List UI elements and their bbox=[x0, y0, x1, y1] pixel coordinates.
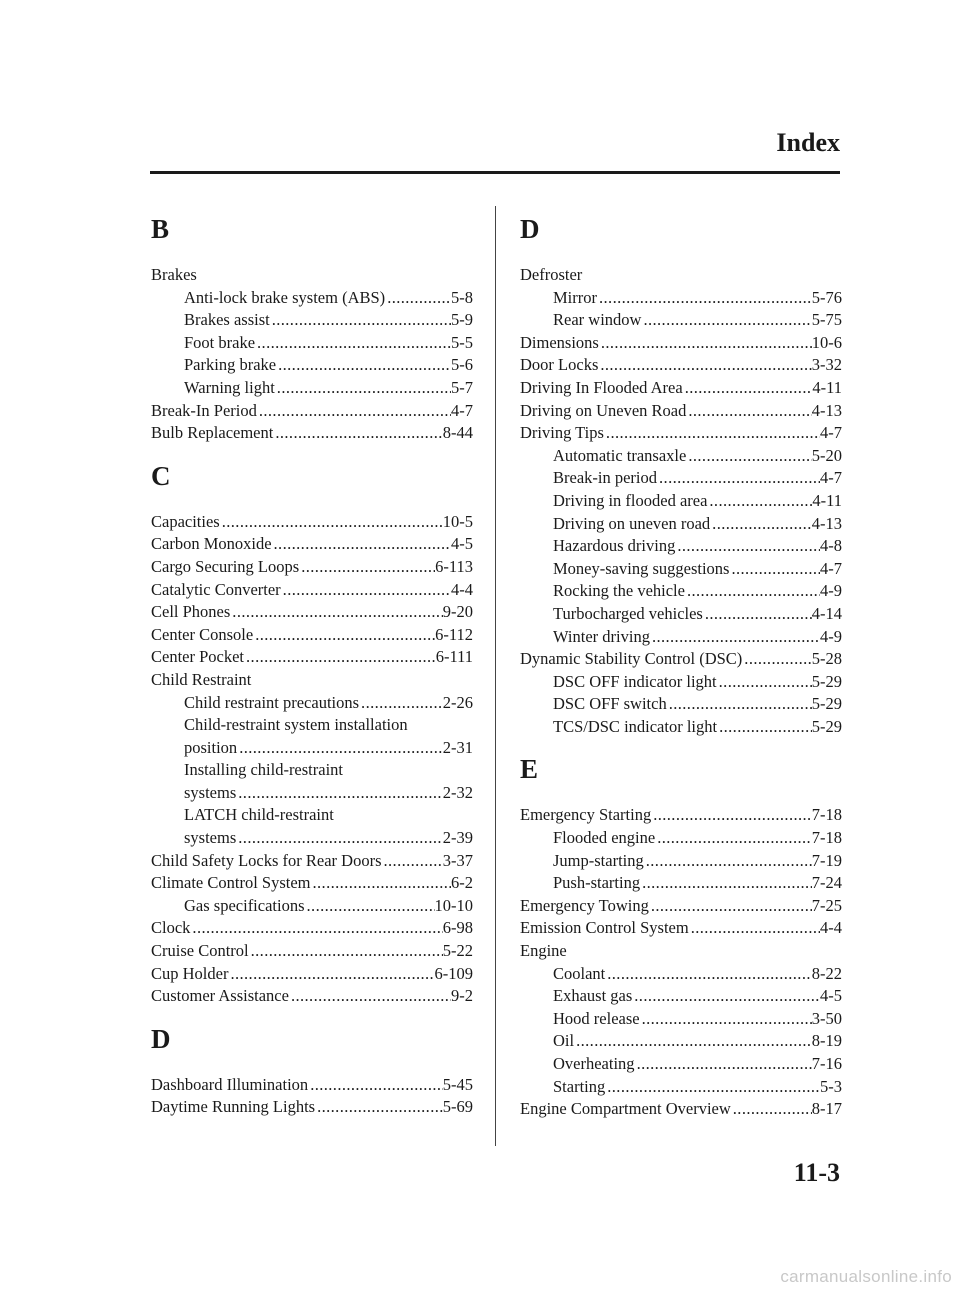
entry-page: 10-6 bbox=[811, 332, 842, 352]
entry-page: 4-5 bbox=[451, 534, 473, 554]
entry-label: Cruise Control bbox=[151, 941, 249, 961]
entry-page: 5-29 bbox=[811, 671, 842, 691]
index-entry[interactable] bbox=[520, 400, 842, 423]
leader-dots bbox=[359, 692, 443, 715]
index-entry[interactable] bbox=[151, 963, 473, 986]
index-entry[interactable] bbox=[151, 287, 473, 310]
entry-label: Cargo Securing Loops bbox=[151, 556, 300, 576]
leader-dots bbox=[272, 533, 451, 556]
index-entry[interactable] bbox=[151, 782, 473, 805]
entry-label: Push-starting bbox=[553, 873, 641, 893]
entry-label: Cell Phones bbox=[151, 602, 231, 622]
entry-page: 2-26 bbox=[442, 692, 473, 712]
index-entry[interactable] bbox=[520, 671, 842, 694]
index-column-right bbox=[520, 212, 842, 1121]
index-heading-brakes: Brakes bbox=[151, 265, 197, 284]
index-heading-engine: Engine bbox=[520, 941, 567, 961]
entry-label: systems bbox=[184, 782, 237, 802]
entry-label: Engine Compartment Overview bbox=[520, 1099, 731, 1119]
leader-dots bbox=[308, 1074, 443, 1097]
leader-dots bbox=[190, 917, 442, 940]
section-letter-d: D bbox=[520, 214, 540, 244]
leader-dots bbox=[276, 354, 451, 377]
entry-label: Dimensions bbox=[520, 332, 599, 352]
entry-label-line: Installing child-restraint bbox=[184, 760, 343, 780]
index-entry[interactable] bbox=[520, 827, 842, 850]
leader-dots bbox=[655, 827, 812, 850]
entry-label: Rear window bbox=[553, 310, 642, 330]
section-letter-b: B bbox=[151, 214, 170, 244]
leader-dots bbox=[230, 601, 442, 624]
index-entry[interactable] bbox=[520, 558, 842, 581]
entry-label: Break-In Period bbox=[151, 400, 257, 420]
entry-page: 7-19 bbox=[811, 850, 842, 870]
entry-page: 9-2 bbox=[451, 986, 473, 1006]
entry-label-line: LATCH child-restraint bbox=[184, 805, 334, 825]
entry-page: 8-44 bbox=[442, 423, 473, 443]
entry-label: Starting bbox=[553, 1076, 606, 1096]
leader-dots bbox=[686, 445, 811, 468]
index-entry[interactable] bbox=[151, 737, 473, 760]
index-entry[interactable] bbox=[151, 985, 473, 1008]
index-entry[interactable] bbox=[520, 445, 842, 468]
index-entry[interactable] bbox=[520, 804, 842, 827]
index-entry[interactable] bbox=[520, 850, 842, 873]
entry-label: Overheating bbox=[553, 1054, 635, 1073]
leader-dots bbox=[228, 963, 434, 986]
index-entry[interactable] bbox=[151, 601, 473, 624]
entry-page: 6-98 bbox=[442, 918, 473, 938]
leader-dots bbox=[255, 332, 451, 355]
entry-label: Driving In Flooded Area bbox=[520, 377, 683, 397]
entry-label: Driving on uneven road bbox=[553, 513, 711, 533]
index-entry[interactable] bbox=[151, 309, 473, 332]
leader-dots bbox=[675, 535, 820, 558]
index-entry[interactable] bbox=[151, 895, 473, 918]
leader-dots bbox=[686, 400, 811, 423]
index-entry[interactable] bbox=[151, 422, 473, 445]
entry-page: 4-11 bbox=[812, 490, 842, 510]
entry-label: Foot brake bbox=[184, 332, 256, 352]
index-entry[interactable] bbox=[151, 692, 473, 715]
entry-label: Daytime Running Lights bbox=[151, 1097, 316, 1117]
section-letter-d: D bbox=[151, 1023, 171, 1054]
leader-dots bbox=[605, 963, 812, 986]
entry-label: Emission Control System bbox=[520, 918, 689, 938]
entry-label: Money-saving suggestions bbox=[553, 558, 730, 578]
entry-label: Gas specifications bbox=[184, 895, 305, 915]
entry-label: Carbon Monoxide bbox=[151, 534, 272, 554]
index-entry[interactable] bbox=[151, 332, 473, 355]
index-entry[interactable] bbox=[151, 850, 473, 873]
index-column-left bbox=[151, 212, 473, 1119]
entry-label: Customer Assistance bbox=[151, 986, 289, 1006]
leader-dots bbox=[657, 467, 820, 490]
entry-page: 6-113 bbox=[435, 556, 473, 576]
entry-label: Bulb Replacement bbox=[151, 423, 274, 443]
entry-label: Emergency Starting bbox=[520, 805, 652, 825]
entry-label: Hazardous driving bbox=[553, 536, 676, 556]
entry-label: Exhaust gas bbox=[553, 986, 633, 1006]
index-entry[interactable] bbox=[151, 400, 473, 423]
entry-page: 6-111 bbox=[435, 647, 473, 667]
leader-dots bbox=[382, 850, 443, 873]
entry-page: 10-5 bbox=[442, 511, 473, 531]
entry-page: 5-69 bbox=[442, 1097, 473, 1117]
leader-dots bbox=[651, 804, 812, 827]
leader-dots bbox=[649, 895, 812, 918]
leader-dots bbox=[742, 648, 811, 671]
index-entry[interactable] bbox=[520, 895, 842, 918]
entry-page: 4-13 bbox=[811, 513, 842, 533]
leader-dots bbox=[710, 513, 812, 536]
leader-dots bbox=[683, 377, 813, 400]
entry-label: Center Pocket bbox=[151, 647, 245, 667]
index-entry[interactable] bbox=[520, 693, 842, 716]
entry-page: 4-7 bbox=[820, 423, 842, 443]
entry-page: 8-19 bbox=[811, 1031, 842, 1051]
index-entry[interactable] bbox=[151, 511, 473, 534]
entry-label: Child Safety Locks for Rear Doors bbox=[151, 850, 382, 870]
leader-dots bbox=[685, 580, 820, 603]
leader-dots bbox=[644, 850, 812, 873]
leader-dots bbox=[650, 626, 820, 649]
entry-page: 5-28 bbox=[811, 649, 842, 669]
leader-dots bbox=[703, 603, 812, 626]
entry-page: 3-32 bbox=[811, 355, 842, 375]
index-entry[interactable] bbox=[151, 827, 473, 850]
index-entry[interactable] bbox=[520, 354, 842, 377]
page-number: 11-3 bbox=[793, 1158, 840, 1187]
leader-dots bbox=[220, 511, 443, 534]
index-entry[interactable] bbox=[520, 513, 842, 536]
entry-label: Emergency Towing bbox=[520, 895, 649, 915]
leader-dots bbox=[717, 716, 812, 739]
entry-label-line: Child-restraint system installation bbox=[184, 715, 408, 735]
leader-dots bbox=[244, 646, 436, 669]
entry-page: 4-9 bbox=[820, 626, 842, 646]
leader-dots bbox=[275, 377, 451, 400]
index-entry[interactable] bbox=[151, 377, 473, 400]
entry-label: Center Console bbox=[151, 624, 254, 644]
index-entry[interactable] bbox=[520, 1030, 842, 1053]
entry-label: Climate Control System bbox=[151, 873, 311, 893]
leader-dots bbox=[385, 287, 451, 310]
index-entry[interactable] bbox=[520, 1076, 842, 1099]
index-entry[interactable] bbox=[520, 1008, 842, 1031]
leader-dots bbox=[604, 422, 820, 445]
index-entry[interactable] bbox=[151, 1074, 473, 1097]
leader-dots bbox=[237, 737, 443, 760]
index-entry[interactable] bbox=[520, 1098, 842, 1121]
index-entry[interactable] bbox=[520, 872, 842, 895]
entry-label: Parking brake bbox=[184, 355, 277, 375]
leader-dots bbox=[236, 827, 442, 850]
index-entry[interactable] bbox=[151, 872, 473, 895]
section-letter-e: E bbox=[520, 754, 539, 785]
entry-label: Brakes assist bbox=[184, 310, 270, 330]
entry-label: Flooded engine bbox=[553, 828, 656, 848]
entry-page: 4-8 bbox=[820, 536, 842, 556]
entry-label: Door Locks bbox=[520, 355, 599, 375]
entry-page: 3-37 bbox=[442, 850, 473, 870]
entry-page: 5-7 bbox=[451, 377, 473, 397]
entry-page: 4-7 bbox=[820, 558, 842, 578]
entry-page: 4-11 bbox=[812, 377, 842, 397]
leader-dots bbox=[689, 917, 820, 940]
entry-label: Turbocharged vehicles bbox=[553, 603, 703, 623]
index-entry[interactable] bbox=[520, 490, 842, 513]
entry-page: 5-9 bbox=[451, 310, 473, 330]
entry-label: Dashboard Illumination bbox=[151, 1074, 309, 1094]
leader-dots bbox=[641, 309, 811, 332]
leader-dots bbox=[667, 693, 812, 716]
entry-label: Oil bbox=[553, 1031, 575, 1051]
entry-page: 8-22 bbox=[811, 963, 842, 983]
entry-label: Break-in period bbox=[553, 468, 658, 488]
entry-page: 4-7 bbox=[451, 400, 473, 420]
index-entry[interactable] bbox=[151, 354, 473, 377]
entry-page: 7-18 bbox=[811, 805, 842, 825]
entry-page: 5-29 bbox=[811, 716, 842, 736]
entry-label: Driving Tips bbox=[520, 423, 604, 443]
index-entry[interactable] bbox=[520, 917, 842, 940]
entry-label: Cup Holder bbox=[151, 963, 229, 983]
entry-page: 5-5 bbox=[451, 332, 473, 352]
entry-page: 6-112 bbox=[435, 624, 473, 644]
entry-page: 6-109 bbox=[434, 963, 473, 983]
entry-label: Driving in flooded area bbox=[553, 490, 708, 510]
leader-dots bbox=[311, 872, 452, 895]
leader-dots bbox=[299, 556, 435, 579]
leader-dots bbox=[249, 940, 443, 963]
entry-page: 7-16 bbox=[811, 1054, 842, 1073]
entry-label: Capacities bbox=[151, 511, 220, 531]
entry-page: 2-39 bbox=[442, 828, 473, 848]
index-entry[interactable] bbox=[151, 917, 473, 940]
entry-page: 4-14 bbox=[811, 603, 842, 623]
index-heading-defroster: Defroster bbox=[520, 265, 583, 284]
entry-label: Child restraint precautions bbox=[184, 692, 360, 712]
index-entry[interactable] bbox=[151, 556, 473, 579]
leader-dots bbox=[289, 985, 451, 1008]
entry-page: 7-18 bbox=[811, 828, 842, 848]
entry-label: Catalytic Converter bbox=[151, 579, 281, 599]
entry-page: 5-6 bbox=[451, 355, 473, 375]
entry-label: DSC OFF indicator light bbox=[553, 671, 717, 691]
entry-label: systems bbox=[184, 828, 237, 848]
leader-dots bbox=[635, 1053, 812, 1076]
entry-page: 8-17 bbox=[811, 1099, 842, 1119]
entry-label: Dynamic Stability Control (DSC) bbox=[520, 649, 743, 669]
entry-page: 5-29 bbox=[811, 694, 842, 714]
leader-dots bbox=[315, 1096, 443, 1119]
index-entry[interactable] bbox=[520, 332, 842, 355]
index-entry[interactable] bbox=[520, 422, 842, 445]
entry-label: Coolant bbox=[553, 963, 606, 983]
leader-dots bbox=[281, 579, 451, 602]
entry-page: 10-10 bbox=[434, 895, 473, 915]
leader-dots bbox=[598, 354, 811, 377]
entry-label: Warning light bbox=[184, 377, 275, 397]
index-entry[interactable] bbox=[520, 963, 842, 986]
index-entry[interactable] bbox=[520, 309, 842, 332]
entry-label: Jump-starting bbox=[553, 850, 644, 870]
entry-label: TCS/DSC indicator light bbox=[553, 716, 718, 736]
index-entry[interactable] bbox=[520, 287, 842, 310]
leader-dots bbox=[717, 671, 812, 694]
leader-dots bbox=[640, 872, 812, 895]
entry-page: 2-32 bbox=[442, 782, 473, 802]
entry-label: Automatic transaxle bbox=[553, 445, 687, 465]
leader-dots bbox=[640, 1008, 812, 1031]
entry-page: 5-8 bbox=[451, 287, 473, 307]
leader-dots bbox=[574, 1030, 812, 1053]
leader-dots bbox=[632, 985, 820, 1008]
leader-dots bbox=[305, 895, 435, 918]
leader-dots bbox=[253, 624, 435, 647]
leader-dots bbox=[605, 1076, 820, 1099]
entry-page: 6-2 bbox=[451, 873, 473, 893]
entry-page: 4-4 bbox=[451, 579, 473, 599]
entry-page: 5-75 bbox=[811, 310, 842, 330]
index-entry[interactable] bbox=[520, 1053, 842, 1076]
index-entry[interactable] bbox=[520, 377, 842, 400]
entry-label: Rocking the vehicle bbox=[553, 581, 685, 601]
index-entry[interactable] bbox=[151, 940, 473, 963]
entry-page: 7-24 bbox=[811, 873, 842, 893]
watermark: carmanualsonline.info bbox=[780, 1267, 952, 1286]
leader-dots bbox=[729, 558, 820, 581]
leader-dots bbox=[257, 400, 451, 423]
index-entry[interactable] bbox=[151, 646, 473, 669]
leader-dots bbox=[236, 782, 442, 805]
entry-page: 2-31 bbox=[442, 737, 473, 757]
entry-label: Hood release bbox=[553, 1008, 640, 1028]
entry-page: 4-13 bbox=[811, 400, 842, 420]
section-letter-c: C bbox=[151, 460, 171, 491]
index-entry[interactable] bbox=[520, 467, 842, 490]
entry-page: 4-9 bbox=[820, 581, 842, 601]
index-entry[interactable] bbox=[520, 985, 842, 1008]
index-entry[interactable] bbox=[520, 603, 842, 626]
entry-page: 5-45 bbox=[442, 1074, 473, 1094]
entry-page: 4-5 bbox=[820, 986, 842, 1006]
entry-page: 5-20 bbox=[811, 445, 842, 465]
entry-page: 7-25 bbox=[811, 895, 842, 915]
leader-dots bbox=[599, 332, 812, 355]
index-entry[interactable] bbox=[151, 579, 473, 602]
entry-page: 4-4 bbox=[820, 918, 842, 938]
page-title: Index bbox=[776, 128, 840, 157]
entry-page: 5-76 bbox=[811, 287, 842, 307]
entry-page: 9-20 bbox=[442, 602, 473, 622]
leader-dots bbox=[270, 309, 451, 332]
index-entry[interactable] bbox=[151, 533, 473, 556]
entry-page: 4-7 bbox=[820, 468, 842, 488]
column-divider bbox=[495, 206, 496, 1146]
entry-label: Clock bbox=[151, 918, 191, 938]
index-heading-child-restraint: Child Restraint bbox=[151, 669, 252, 689]
entry-label: Winter driving bbox=[553, 626, 650, 646]
index-entry[interactable] bbox=[520, 716, 842, 739]
leader-dots bbox=[273, 422, 442, 445]
index-entry[interactable] bbox=[520, 648, 842, 671]
leader-dots bbox=[707, 490, 812, 513]
index-entry[interactable] bbox=[520, 580, 842, 603]
entry-label: DSC OFF switch bbox=[553, 694, 667, 714]
index-entry[interactable] bbox=[520, 626, 842, 649]
leader-dots bbox=[731, 1098, 812, 1121]
entry-page: 3-50 bbox=[811, 1008, 842, 1028]
leader-dots bbox=[597, 287, 812, 310]
entry-label: position bbox=[184, 737, 238, 757]
entry-page: 5-22 bbox=[442, 941, 473, 961]
index-entry[interactable] bbox=[151, 624, 473, 647]
header-rule bbox=[150, 171, 840, 174]
entry-label: Mirror bbox=[553, 287, 597, 307]
entry-label: Driving on Uneven Road bbox=[520, 400, 687, 420]
entry-label: Anti-lock brake system (ABS) bbox=[184, 287, 386, 307]
index-entry[interactable] bbox=[520, 535, 842, 558]
index-entry[interactable] bbox=[151, 1096, 473, 1119]
entry-page: 5-3 bbox=[820, 1076, 842, 1096]
